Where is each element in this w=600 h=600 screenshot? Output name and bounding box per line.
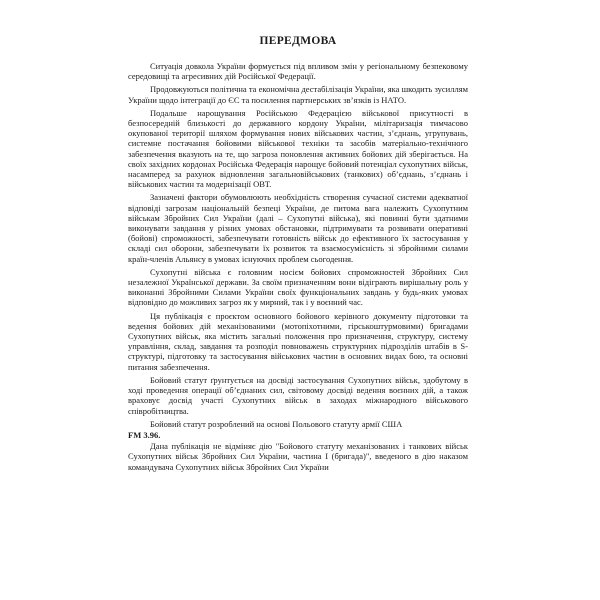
paragraph-6: Ця публікація є проєктом основного бойового керівного документу підготовки та ведення бойових дій механізованими (мотопіхотними, гірськоштурмовими) бригадами Сухопутних військ, яка містить загальні положення про призначення, структуру, систему управління, склад, завдання та розподіл повноважень структурних підрозділів штабів в S-структурі, підготовку та застосування військових частин в основних видах бою, та основні питання забезпечення.	[128, 310, 468, 372]
page-title: ПЕРЕДМОВА	[259, 35, 337, 47]
fm-reference	[128, 430, 468, 440]
fm-label: FM 3.96.	[128, 429, 161, 440]
paragraph-2: Продовжуються політична та економічна дестабілізація України, яка шкодить зусиллям України щодо інтеграції до ЄС та посилення партнерських зв’язків із НАТО.	[128, 84, 468, 105]
paragraph-9: Дана публікація не відміняє дію "Бойового статуту механізованих і танкових військ Сухопутних військ Збройних Сил України, частина І (бригада)", введеного в дію наказом командувача Сухопутних військ Збройних Сил України	[128, 441, 468, 472]
paragraph-7: Бойовий статут ґрунтується на досвіді застосування Сухопутних військ, здобутому в ході проведення операції об’єднаних сил, світовому досвіді ведення воєнних дій, а також враховує досвід участі Сухопутних військ в заходах міжнародного військового співробітництва.	[128, 374, 468, 416]
paragraph-5: Сухопутні війська є головним носієм бойових спроможностей Збройних Сил незалежної Української держави. За своїм призначенням вони відіграють вирішальну роль у виконанні Збройними Силами України своїх функціональних завдань у будь-яких умовах відповідно до можливих загроз як у мирний, так і у воєнний час.	[128, 266, 468, 308]
paragraph-3: Подальше нарощування Російською Федерацією військової присутності в безпосередній близькості до державного кордону України, мілітаризація тимчасово окупованої території шляхом формування нових військових частин, з’єднань, угрупувань, системне постачання бойовими військової техніки та засобів матеріально-технічного забезпечення вказують на те, що загроза поновлення активних бойових дій зберігається. На своїх західних кордонах Російська Федерація нарощує бойовий потенціал сухопутних військ, насамперед за рахунок відновлення загальновійськових (танкових) об’єднань, з’єднань і військових частин та модернізації ОВТ.	[128, 107, 468, 190]
paragraph-4: Зазначені фактори обумовлюють необхідність створення сучасної системи адекватної відповіді загрозам національній безпеці України, де питома вага належить Сухопутним військам Збройних Сил України (далі – Сухопутні війська), які повинні бути здатними виконувати завдання у різних умовах обстановки, підтримувати та розвивати оперативні (бойові) спроможності, забезпечувати готовність військ до ефективного їх застосування у складі сил оборони, забезпечувати їх розвиток та взаємосумісність зі збройними силами країн-членів Альянсу в умовах існуючих проблем сьогодення.	[128, 192, 468, 264]
paragraph-1: Ситуація довкола України формується під впливом змін у регіональному безпековому середовищі та агресивних дій Російської Федерації.	[128, 61, 468, 82]
document-sheet	[128, 0, 468, 600]
paragraph-8: Бойовий статут розроблений на основі Польового статуту армії США	[150, 418, 403, 429]
